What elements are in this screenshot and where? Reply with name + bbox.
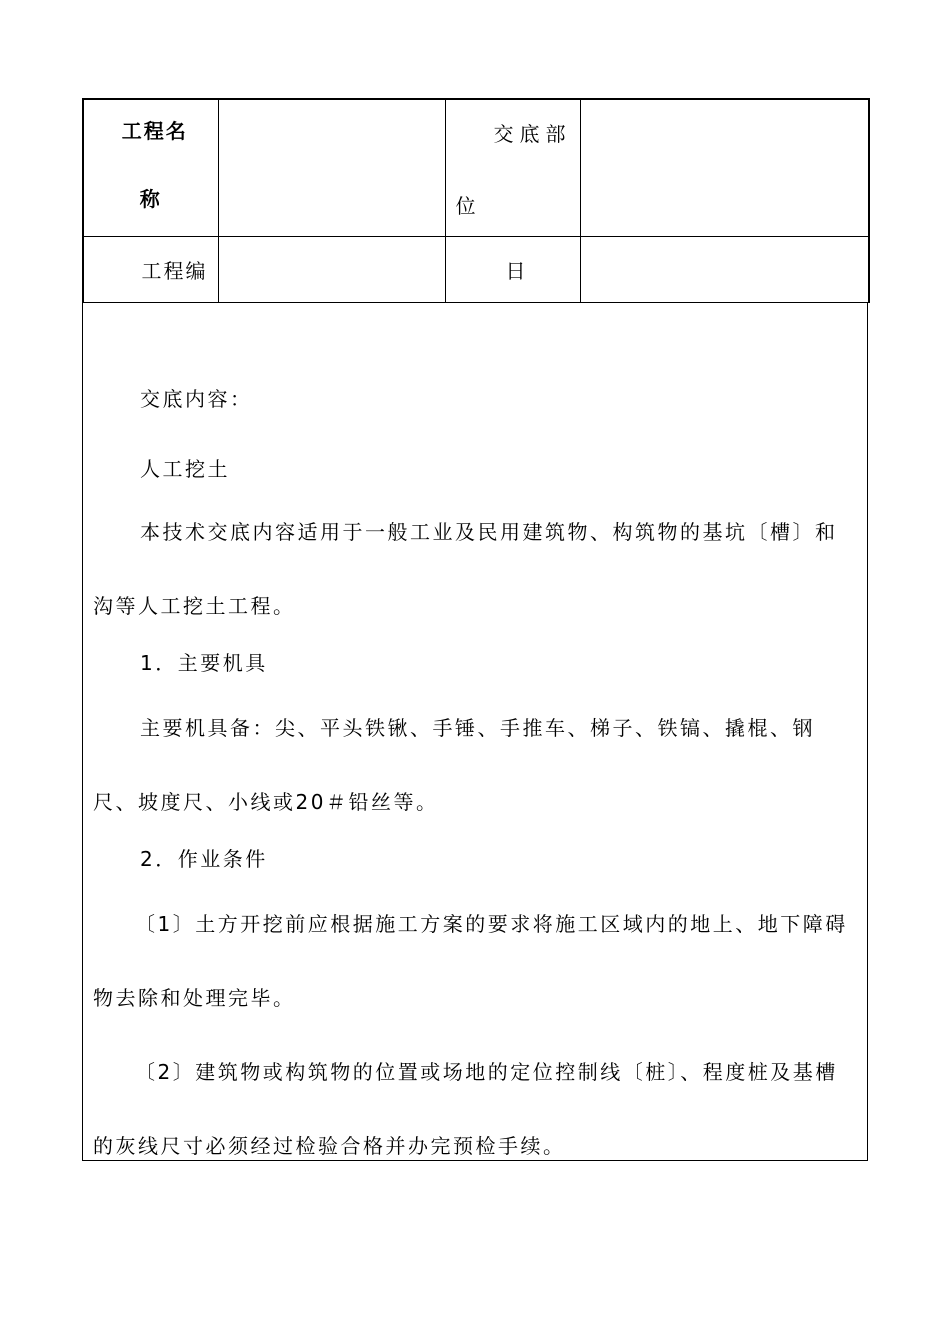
content-heading: 交底内容： xyxy=(140,387,253,411)
section2-item1: 〔1〕土方开挖前应根据施工方案的要求将施工区域内的地上、地下障碍物去除和处理完毕。 xyxy=(93,912,848,1010)
project-code-value[interactable] xyxy=(218,237,445,303)
dept-label-cell xyxy=(445,99,580,237)
dept-value[interactable] xyxy=(580,99,869,237)
section1-body: 主要机具备：尖、平头铁锹、手锤、手推车、梯子、铁镐、撬棍、钢尺、坡度尺、小线或20＃铅丝等。 xyxy=(93,716,815,814)
project-name-value[interactable] xyxy=(218,99,445,237)
project-name-label-line2: 称 xyxy=(139,187,162,211)
intro-paragraph: 本技术交底内容适用于一般工业及民用建筑物、构筑物的基坑〔槽〕和沟等人工挖土工程。 xyxy=(93,520,838,618)
date-label: 日 xyxy=(445,237,580,303)
content-title: 人工挖土 xyxy=(140,457,230,481)
project-name-label-cell xyxy=(83,99,218,237)
section2-item2: 〔2〕建筑物或构筑物的位置或场地的定位控制线〔桩〕、程度桩及基槽的灰线尺寸必须经过检验合格并办完预检手续。 xyxy=(93,1060,838,1158)
content-box xyxy=(82,303,868,1161)
project-code-label: 工程编 xyxy=(83,237,218,303)
dept-label-line2: 位 xyxy=(455,194,476,218)
dept-label-line1: 交底部 xyxy=(493,122,572,146)
header-table xyxy=(82,98,870,303)
date-value[interactable] xyxy=(580,237,869,303)
document-page xyxy=(82,98,868,1161)
project-name-label-line1: 工程名 xyxy=(121,119,188,143)
section2-title: 2．作业条件 xyxy=(140,847,268,871)
section1-title: 1．主要机具 xyxy=(140,651,268,675)
